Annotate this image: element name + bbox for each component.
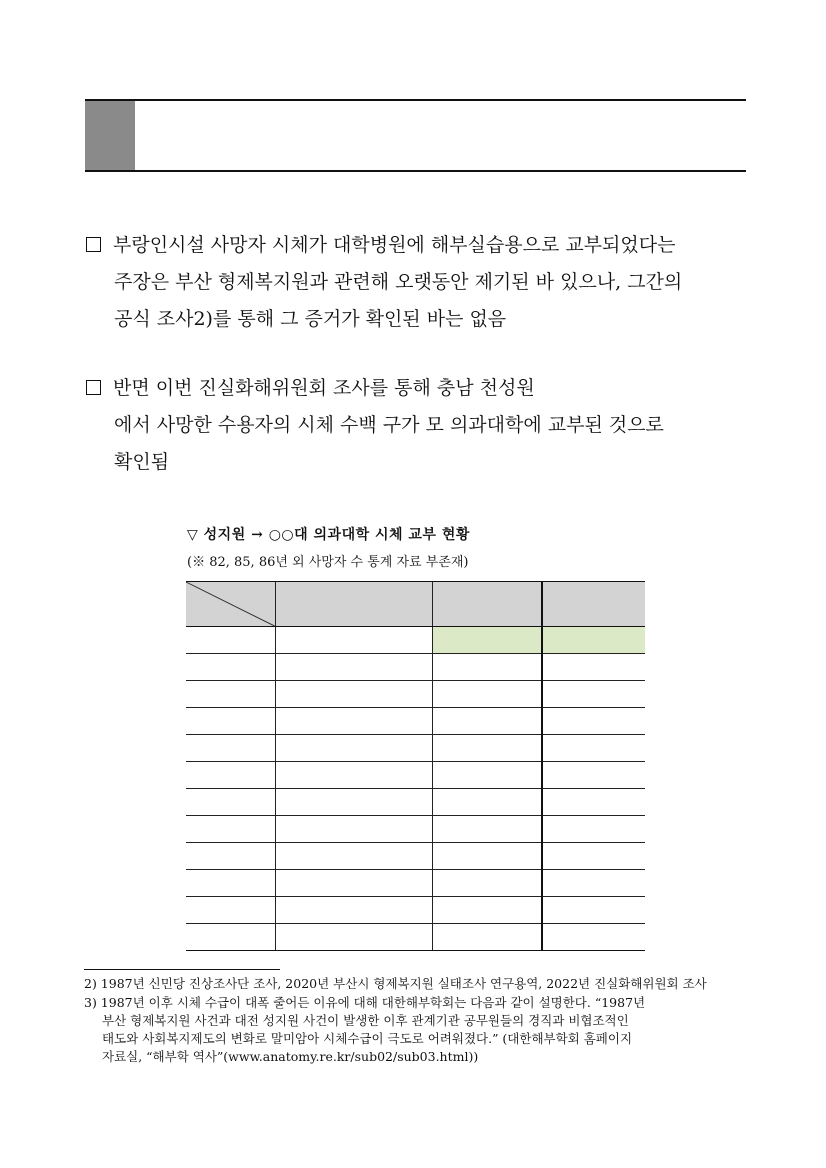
table-row [186, 789, 645, 816]
table-cell [432, 870, 542, 897]
table-note: (※ 82, 85, 86년 외 사망자 수 통계 자료 부존재) [187, 555, 469, 570]
table-cell [542, 654, 645, 681]
footnote-3 [84, 994, 764, 1066]
paragraph-line: 주장은 부산 형제복지원과 관련해 오랫동안 제기된 바 있으나, 그간의 [114, 271, 683, 293]
table-cell [542, 789, 645, 816]
section-header-marker [85, 101, 135, 170]
table-cell [275, 789, 432, 816]
table-cell [542, 816, 645, 843]
cadaver-transfer-table [186, 581, 645, 951]
table-cell [186, 708, 275, 735]
table-cell [275, 924, 432, 951]
table-cell [186, 897, 275, 924]
table-cell [186, 789, 275, 816]
table-cell [542, 924, 645, 951]
table-cell [275, 627, 432, 654]
table-cell [432, 735, 542, 762]
table-cell [432, 816, 542, 843]
paragraph-line: 확인됨 [114, 451, 170, 473]
table-cell [542, 843, 645, 870]
table-cell [432, 762, 542, 789]
table-header-row [186, 582, 645, 627]
footnote-2 [84, 975, 764, 993]
table-cell [275, 816, 432, 843]
table-cell [275, 762, 432, 789]
section-header-box [85, 99, 746, 172]
table-cell [275, 708, 432, 735]
diagonal-header-cell [186, 582, 275, 627]
table-cell [275, 654, 432, 681]
table-total-row [186, 924, 645, 951]
table-row [186, 870, 645, 897]
table-cell [542, 735, 645, 762]
table-row [186, 708, 645, 735]
diagonal-line-icon [186, 582, 275, 626]
table-header-cell [275, 582, 432, 627]
table-cell [186, 681, 275, 708]
paragraph-line: 부랑인시설 사망자 시체가 대학병원에 해부실습용으로 교부되었다는 [113, 234, 676, 256]
table-cell [186, 762, 275, 789]
footnote-separator [84, 969, 280, 970]
table-cell [432, 897, 542, 924]
table-cell [432, 924, 542, 951]
table-cell [275, 735, 432, 762]
table-cell [186, 627, 275, 654]
paragraph-1 [84, 227, 754, 338]
footnote-line: 2) 1987년 신민당 진상조사단 조사, 2020년 부산시 형제복지원 실태조사 연구용역, 2022년 진실화해위원회 조사 [84, 976, 707, 991]
table-cell [432, 708, 542, 735]
footnote-line: 부산 형제복지원 사건과 대전 성지원 사건이 발생한 이후 관계기관 공무원들의 경직과 비협조적인 [102, 1013, 629, 1028]
paragraph-line: 반면 이번 진실화해위원회 조사를 통해 충남 천성원 [113, 377, 535, 399]
footnote-line: 자료실, “해부학 역사”(www.anatomy.re.kr/sub02/sub03.html)) [102, 1049, 479, 1064]
paragraph-line: 공식 조사2)를 통해 그 증거가 확인된 바는 없음 [114, 308, 507, 330]
table-caption: ▽ 성지원 → ○○대 의과대학 시체 교부 현황 [187, 527, 470, 543]
checkbox-bullet-icon [86, 380, 101, 395]
table-cell [275, 843, 432, 870]
table-cell [542, 870, 645, 897]
table-row [186, 735, 645, 762]
highlight-cell [432, 627, 542, 654]
table-cell [186, 924, 275, 951]
table-cell [432, 654, 542, 681]
table-cell [542, 681, 645, 708]
paragraph-2 [84, 370, 754, 481]
table-row [186, 762, 645, 789]
table-cell [432, 843, 542, 870]
table-cell [275, 897, 432, 924]
table-cell [432, 681, 542, 708]
footnote-line: 태도와 사회복지제도의 변화로 말미암아 시체수급이 극도로 어려워졌다.” (대한해부학회 홈페이지 [102, 1031, 633, 1046]
table-cell [186, 843, 275, 870]
table-cell [186, 654, 275, 681]
table-row [186, 816, 645, 843]
table-cell [542, 708, 645, 735]
table-cell [275, 681, 432, 708]
table-row [186, 897, 645, 924]
table-cell [186, 816, 275, 843]
table-row [186, 681, 645, 708]
table-cell [275, 870, 432, 897]
table-cell [542, 762, 645, 789]
table-header-cell [542, 582, 645, 627]
table-row [186, 627, 645, 654]
table-cell [186, 870, 275, 897]
table-header-cell [432, 582, 542, 627]
footnote-line: 3) 1987년 이후 시체 수급이 대폭 줄어든 이유에 대해 대한해부학회는 다음과 같이 설명한다. “1987년 [84, 995, 646, 1010]
paragraph-line: 에서 사망한 수용자의 시체 수백 구가 모 의과대학에 교부된 것으로 [114, 414, 664, 436]
highlight-cell [542, 627, 645, 654]
table-cell [542, 897, 645, 924]
table-cell [186, 735, 275, 762]
table-cell [432, 789, 542, 816]
table-row [186, 843, 645, 870]
checkbox-bullet-icon [86, 237, 101, 252]
table-row [186, 654, 645, 681]
